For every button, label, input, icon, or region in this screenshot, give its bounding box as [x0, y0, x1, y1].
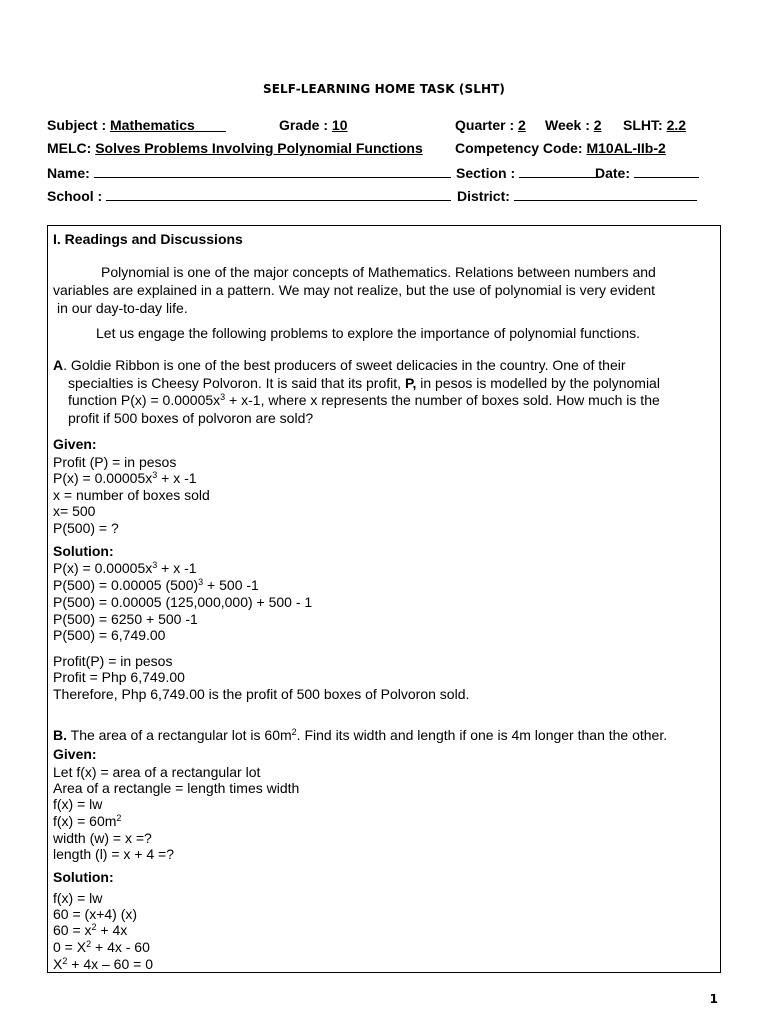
- solution-line: Profit(P) = in pesos: [53, 653, 173, 669]
- grade-field: Grade : 10: [279, 117, 348, 133]
- slht-field: SLHT: 2.2: [623, 117, 687, 133]
- quarter-field: Quarter : 2: [455, 117, 526, 133]
- section-heading: I. Readings and Discussions: [53, 231, 243, 247]
- name-blank[interactable]: [94, 164, 451, 178]
- given-label: Given:: [53, 746, 97, 762]
- solution-line: P(500) = 0.00005 $(500)^3 + 500$ -1: [53, 577, 259, 593]
- solution-line: f(x) = lw: [53, 890, 103, 906]
- problem-a-line: A. Goldie Ribbon is one of the best producers of sweet delicacies in the country. One of their: [53, 357, 626, 373]
- competency-field: Competency Code: M10AL-IIb-2: [455, 140, 666, 156]
- solution-line: 60 = (x+4) (x): [53, 906, 138, 922]
- week-value: 2: [593, 117, 602, 133]
- quarter-value: 2: [518, 117, 526, 133]
- district-blank[interactable]: [514, 187, 697, 201]
- intro-paragraph-line: variables are explained in a pattern. We may not realize, but the use of polynomial is very evident: [53, 282, 656, 298]
- solution-line: P(500) = 6250 + 500 -1: [53, 611, 198, 627]
- melc-value: Solves Problems Involving Polynomial Functions: [95, 140, 423, 156]
- problem-a-line: specialties is Cheesy Polvoron. It is said that its profit, P, in pesos is modelled by the polynomial: [68, 375, 660, 391]
- given-line: Let f(x) = area of a rectangular lot: [53, 764, 261, 780]
- page-number: 1: [709, 992, 718, 1006]
- school-field: School :: [47, 187, 451, 204]
- given-line: x= 500: [53, 503, 96, 519]
- week-field: Week : 2: [545, 117, 602, 133]
- given-line: Profit (P) = in pesos: [53, 454, 177, 470]
- given-line: x = number of boxes sold: [53, 487, 210, 503]
- subject-field: Subject : Mathematics: [47, 117, 226, 133]
- solution-line: $P(x) = 0.00005x^3 + x$ -1: [53, 560, 197, 576]
- document-title: SELF-LEARNING HOME TASK (SLHT): [263, 82, 505, 96]
- intro-paragraph-line: Polynomial is one of the major concepts of Mathematics. Relations between numbers and: [101, 264, 656, 280]
- intro-paragraph-line: in our day-to-day life.: [57, 300, 188, 316]
- problem-a-line: profit if 500 boxes of polvoron are sold?: [68, 410, 314, 426]
- given-line: P(500) = ?: [53, 520, 119, 536]
- subject-value: Mathematics: [110, 117, 195, 133]
- name-field: Name:: [47, 164, 451, 181]
- district-field: District:: [457, 187, 697, 204]
- slht-value: 2.2: [666, 117, 687, 133]
- given-line: $P(x) = 0.00005x^3 + x$ -1: [53, 470, 197, 486]
- section-field: Section :: [456, 164, 597, 181]
- given-line: width (w) = x =?: [53, 830, 152, 846]
- problem-b-label: B.: [53, 727, 67, 743]
- solution-label: Solution:: [53, 869, 114, 885]
- competency-value: M10AL-IIb-2: [586, 140, 666, 156]
- solution-line: Therefore, Php 6,749.00 is the profit of 500 boxes of Polvoron sold.: [53, 686, 470, 702]
- given-line: length (l) = x + 4 =?: [53, 846, 175, 862]
- given-line: $f(x) = 60m^2$: [53, 813, 122, 829]
- date-blank[interactable]: [634, 164, 699, 178]
- solution-label: Solution:: [53, 543, 114, 559]
- school-blank[interactable]: [106, 187, 451, 201]
- date-field: Date:: [595, 164, 699, 181]
- given-line: Area of a rectangle = length times width: [53, 780, 300, 796]
- solution-line: Profit = Php 6,749.00: [53, 669, 185, 685]
- solution-line: $60 = x^2 + 4x$: [53, 922, 128, 938]
- grade-value: 10: [331, 117, 348, 133]
- problem-a-label: A: [53, 357, 64, 373]
- intro-paragraph-line: Let us engage the following problems to explore the importance of polynomial functions.: [96, 325, 640, 341]
- solution-line: $0 = X^2 + 4x - 60$: [53, 939, 150, 955]
- given-line: f(x) = lw: [53, 796, 103, 812]
- problem-a-line: function $P(x) = 0.00005x^3 + x-1$, where x represents the number of boxes sold. How much is the: [68, 392, 660, 408]
- solution-line: P(500) = 0.00005 (125,000,000) + 500 - 1: [53, 594, 313, 610]
- section-blank[interactable]: [519, 164, 597, 178]
- melc-field: MELC: Solves Problems Involving Polynomial Functions: [47, 140, 423, 156]
- solution-line: $X^2 + 4x - 60 = 0$: [53, 956, 153, 972]
- problem-b-line: B. The area of a rectangular lot is $60m^2$. Find its width and length if one is 4m longer than the other.: [53, 727, 668, 743]
- given-label: Given:: [53, 436, 97, 452]
- solution-line: P(500) = 6,749.00: [53, 627, 166, 643]
